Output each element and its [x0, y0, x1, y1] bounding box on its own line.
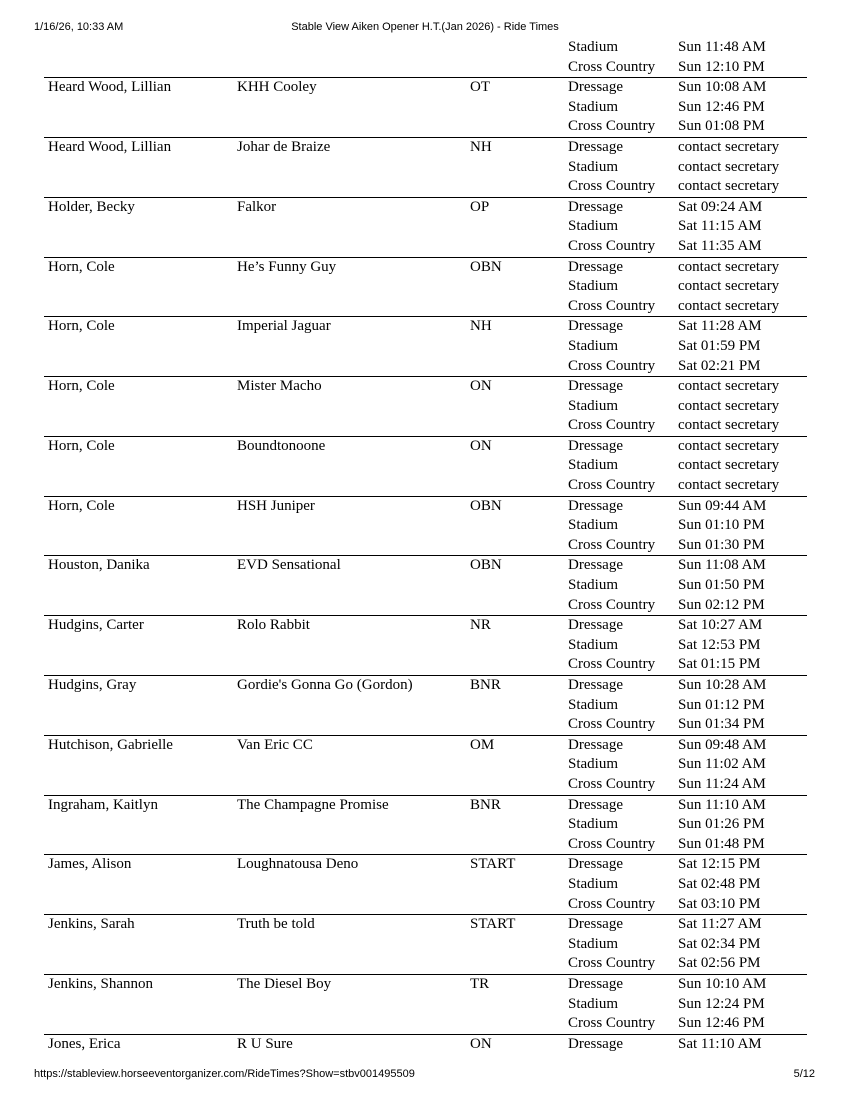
phase-name: Dressage: [568, 856, 623, 873]
table-row: [44, 735, 807, 795]
ride-time: Sun 11:48 AM: [678, 39, 766, 55]
phase-name: Stadium: [568, 756, 619, 773]
horse-name: Imperial Jaguar: [237, 318, 331, 335]
phase-name: Dressage: [568, 198, 623, 215]
horse-name: Truth be told: [237, 916, 315, 933]
phase-line: [44, 915, 807, 935]
ride-time: contact secretary: [678, 397, 780, 414]
phase-name: Dressage: [568, 79, 623, 96]
rider-name: James, Alison: [48, 856, 132, 873]
table-row: [44, 974, 807, 1034]
phase-line: [44, 616, 807, 636]
ride-time: Sat 11:35 AM: [678, 237, 762, 254]
ride-time: Sun 01:08 PM: [678, 118, 765, 135]
phase-line: [44, 935, 807, 955]
ride-time: Sat 02:48 PM: [678, 875, 761, 892]
ride-time: Sun 01:12 PM: [678, 696, 765, 713]
ride-time: contact secretary: [678, 297, 780, 314]
phase-name: Cross Country: [568, 357, 656, 374]
table-row: [44, 77, 807, 137]
horse-name: EVD Sensational: [237, 557, 341, 574]
phase-name: Cross Country: [568, 775, 656, 792]
phase-line: [44, 755, 807, 775]
phase-line: [44, 736, 807, 756]
rider-name: Heard Wood, Lillian: [48, 79, 172, 96]
phase-name: Dressage: [568, 437, 623, 454]
ride-time: contact secretary: [678, 437, 780, 454]
phase-line: [44, 975, 807, 995]
division: OBN: [470, 557, 502, 574]
rider-name: Heard Wood, Lillian: [48, 138, 172, 155]
phase-line: [44, 516, 807, 536]
ride-time: contact secretary: [678, 278, 780, 295]
rider-name: Horn, Cole: [48, 378, 115, 395]
phase-line: [44, 416, 807, 436]
ride-time: Sun 01:48 PM: [678, 835, 765, 852]
phase-name: Dressage: [568, 497, 623, 514]
phase-line: [44, 835, 807, 855]
page-title: Stable View Aiken Opener H.T.(Jan 2026) - Ride Times: [291, 21, 559, 33]
ride-time: contact secretary: [678, 417, 780, 434]
rider-name: Hudgins, Carter: [48, 617, 144, 634]
ride-time: contact secretary: [678, 258, 780, 275]
ride-time: Sun 01:34 PM: [678, 716, 765, 733]
phase-line: [44, 397, 807, 417]
phase-line: [44, 655, 807, 675]
ride-time: Sun 01:30 PM: [678, 536, 765, 553]
print-datetime: 1/16/26, 10:33 AM: [34, 21, 124, 33]
phase-line: [44, 158, 807, 178]
rider-name: Horn, Cole: [48, 318, 115, 335]
ride-time: Sat 11:27 AM: [678, 916, 762, 933]
horse-name: R U Sure: [237, 1035, 293, 1052]
division: NH: [470, 318, 492, 335]
phase-name: Stadium: [568, 935, 619, 952]
phase-name: Stadium: [568, 636, 619, 653]
phase-line: [44, 78, 807, 98]
phase-line: [44, 875, 807, 895]
page-number: 5/12: [793, 1068, 815, 1080]
phase-name: Cross Country: [568, 477, 656, 494]
division: BNR: [470, 677, 501, 693]
rider-name: Jenkins, Shannon: [48, 975, 153, 992]
table-row: [44, 1034, 807, 1055]
ride-time: Sun 09:44 AM: [678, 497, 767, 514]
horse-name: The Champagne Promise: [237, 796, 389, 813]
division: START: [470, 856, 516, 873]
phase-line: [44, 297, 807, 317]
phase-line: [44, 476, 807, 496]
rider-name: Hudgins, Gray: [48, 677, 137, 693]
ride-time: Sat 03:10 PM: [678, 895, 761, 912]
phase-line: [44, 237, 807, 257]
horse-name: Boundtonoone: [237, 437, 326, 454]
rider-name: Horn, Cole: [48, 497, 115, 514]
phase-name: Dressage: [568, 736, 623, 753]
rider-name: Ingraham, Kaitlyn: [48, 796, 158, 813]
phase-line: [44, 377, 807, 397]
ride-time: contact secretary: [678, 138, 780, 155]
phase-line: [44, 676, 807, 696]
division: ON: [470, 378, 492, 395]
ride-time: Sun 11:10 AM: [678, 796, 766, 813]
table-row: [44, 197, 807, 257]
ride-time: Sat 11:15 AM: [678, 218, 762, 235]
phase-line: [44, 775, 807, 795]
division: OT: [470, 79, 490, 96]
phase-line: [44, 715, 807, 735]
phase-name: Cross Country: [568, 58, 656, 75]
phase-name: Cross Country: [568, 297, 656, 314]
phase-name: Stadium: [568, 218, 619, 235]
ride-time: Sun 01:10 PM: [678, 517, 765, 534]
ride-time: contact secretary: [678, 158, 780, 175]
ride-time: Sun 12:46 PM: [678, 1015, 765, 1032]
phase-name: Dressage: [568, 796, 623, 813]
phase-line: [44, 576, 807, 596]
table-row: [44, 137, 807, 197]
ride-time: Sat 10:27 AM: [678, 617, 763, 634]
phase-name: Dressage: [568, 378, 623, 395]
table-row: [44, 914, 807, 974]
horse-name: Falkor: [237, 198, 277, 215]
ride-time: Sun 02:12 PM: [678, 596, 765, 613]
phase-line: [44, 117, 807, 137]
phase-line: [44, 337, 807, 357]
phase-name: Stadium: [568, 995, 619, 1012]
division: OP: [470, 198, 490, 215]
table-row: [44, 795, 807, 855]
horse-name: Loughnatousa Deno: [237, 856, 359, 873]
table-row: [44, 316, 807, 376]
phase-line: [44, 217, 807, 237]
rider-name: Horn, Cole: [48, 437, 115, 454]
rider-name: Hutchison, Gabrielle: [48, 736, 173, 753]
division: OBN: [470, 497, 502, 514]
phase-line: [44, 954, 807, 974]
ride-time: Sun 09:48 AM: [678, 736, 767, 753]
phase-line: [44, 536, 807, 556]
phase-line: [44, 437, 807, 457]
phase-name: Dressage: [568, 258, 623, 275]
phase-name: Cross Country: [568, 716, 656, 733]
ride-time: Sun 11:24 AM: [678, 775, 766, 792]
ride-time: Sat 02:34 PM: [678, 935, 761, 952]
phase-name: Stadium: [568, 337, 619, 354]
rider-name: Jones, Erica: [48, 1035, 121, 1052]
ride-time: Sun 01:26 PM: [678, 816, 765, 833]
table-row: [44, 615, 807, 675]
ride-time: contact secretary: [678, 457, 780, 474]
phase-line: [44, 98, 807, 118]
phase-name: Cross Country: [568, 656, 656, 673]
phase-line: [44, 177, 807, 197]
table-row: [44, 436, 807, 496]
rider-name: Houston, Danika: [48, 557, 150, 574]
phase-line: [44, 258, 807, 278]
phase-name: Stadium: [568, 158, 619, 175]
ride-time: Sun 11:08 AM: [678, 557, 766, 574]
table-row: [44, 38, 807, 77]
ride-time: Sat 12:15 PM: [678, 856, 761, 873]
horse-name: Van Eric CC: [237, 736, 313, 753]
phase-name: Dressage: [568, 318, 623, 335]
division: BNR: [470, 796, 501, 813]
phase-line: [44, 277, 807, 297]
phase-name: Stadium: [568, 39, 619, 55]
phase-name: Cross Country: [568, 417, 656, 434]
phase-line: [44, 995, 807, 1015]
ride-time: Sun 01:50 PM: [678, 577, 765, 594]
ride-time: Sat 01:15 PM: [678, 656, 761, 673]
table-row: [44, 854, 807, 914]
phase-name: Stadium: [568, 517, 619, 534]
ride-time: Sun 10:28 AM: [678, 677, 767, 693]
phase-line: [44, 198, 807, 218]
phase-name: Cross Country: [568, 1015, 656, 1032]
ride-time: Sun 12:24 PM: [678, 995, 765, 1012]
phase-line: [44, 815, 807, 835]
phase-line: [44, 317, 807, 337]
ride-time: Sat 12:53 PM: [678, 636, 761, 653]
division: OM: [470, 736, 495, 753]
phase-line: [44, 895, 807, 915]
phase-line: [44, 497, 807, 517]
phase-name: Stadium: [568, 875, 619, 892]
ride-time: Sat 02:21 PM: [678, 357, 761, 374]
division: START: [470, 916, 516, 933]
horse-name: HSH Juniper: [237, 497, 315, 514]
ride-time: Sun 12:46 PM: [678, 98, 765, 115]
phase-name: Dressage: [568, 557, 623, 574]
phase-line: [44, 456, 807, 476]
phase-name: Stadium: [568, 278, 619, 295]
phase-name: Cross Country: [568, 118, 656, 135]
ride-time: Sat 09:24 AM: [678, 198, 763, 215]
phase-line: [44, 855, 807, 875]
phase-name: Cross Country: [568, 536, 656, 553]
ride-time: Sun 10:08 AM: [678, 79, 767, 96]
phase-name: Dressage: [568, 916, 623, 933]
phase-name: Cross Country: [568, 237, 656, 254]
phase-line: [44, 38, 807, 58]
phase-line: [44, 138, 807, 158]
phase-line: [44, 636, 807, 656]
phase-line: [44, 556, 807, 576]
phase-name: Dressage: [568, 975, 623, 992]
phase-name: Cross Country: [568, 178, 656, 195]
division: TR: [470, 975, 490, 992]
footer-url: https://stableview.horseeventorganizer.com/RideTimes?Show=stbv001495509: [34, 1068, 415, 1080]
rider-name: Holder, Becky: [48, 198, 135, 215]
horse-name: He’s Funny Guy: [237, 258, 337, 275]
phase-name: Cross Country: [568, 835, 656, 852]
phase-line: [44, 1014, 807, 1034]
table-row: [44, 496, 807, 556]
horse-name: Gordie's Gonna Go (Gordon): [237, 677, 413, 693]
table-row: [44, 555, 807, 615]
horse-name: KHH Cooley: [237, 79, 317, 96]
horse-name: Rolo Rabbit: [237, 617, 310, 634]
division: ON: [470, 1035, 492, 1052]
ride-time: Sat 11:28 AM: [678, 318, 762, 335]
phase-line: [44, 796, 807, 816]
ride-time: Sat 01:59 PM: [678, 337, 761, 354]
phase-line: [44, 596, 807, 616]
rider-name: Jenkins, Sarah: [48, 916, 135, 933]
phase-line: [44, 1035, 807, 1055]
ride-time: Sat 11:10 AM: [678, 1035, 762, 1052]
table-row: [44, 675, 807, 735]
phase-name: Stadium: [568, 397, 619, 414]
horse-name: The Diesel Boy: [237, 975, 332, 992]
division: ON: [470, 437, 492, 454]
ride-time: Sat 02:56 PM: [678, 955, 761, 972]
horse-name: Mister Macho: [237, 378, 322, 395]
ride-time: Sun 12:10 PM: [678, 58, 765, 75]
phase-name: Cross Country: [568, 895, 656, 912]
ride-time: contact secretary: [678, 477, 780, 494]
phase-name: Dressage: [568, 677, 623, 693]
horse-name: Johar de Braize: [237, 138, 331, 155]
ride-time: Sun 11:02 AM: [678, 756, 766, 773]
phase-name: Cross Country: [568, 955, 656, 972]
table-row: [44, 376, 807, 436]
phase-name: Stadium: [568, 816, 619, 833]
ride-times-table: [44, 38, 807, 1054]
table-row: [44, 257, 807, 317]
phase-line: [44, 357, 807, 377]
phase-line: [44, 696, 807, 716]
division: NH: [470, 138, 492, 155]
ride-time: Sun 10:10 AM: [678, 975, 767, 992]
division: NR: [470, 617, 491, 634]
division: OBN: [470, 258, 502, 275]
phase-line: [44, 58, 807, 78]
phase-name: Dressage: [568, 138, 623, 155]
phase-name: Stadium: [568, 577, 619, 594]
phase-name: Stadium: [568, 98, 619, 115]
ride-time: contact secretary: [678, 378, 780, 395]
ride-time: contact secretary: [678, 178, 780, 195]
phase-name: Cross Country: [568, 596, 656, 613]
phase-name: Stadium: [568, 696, 619, 713]
rider-name: Horn, Cole: [48, 258, 115, 275]
phase-name: Stadium: [568, 457, 619, 474]
phase-name: Dressage: [568, 617, 623, 634]
phase-name: Dressage: [568, 1035, 623, 1052]
